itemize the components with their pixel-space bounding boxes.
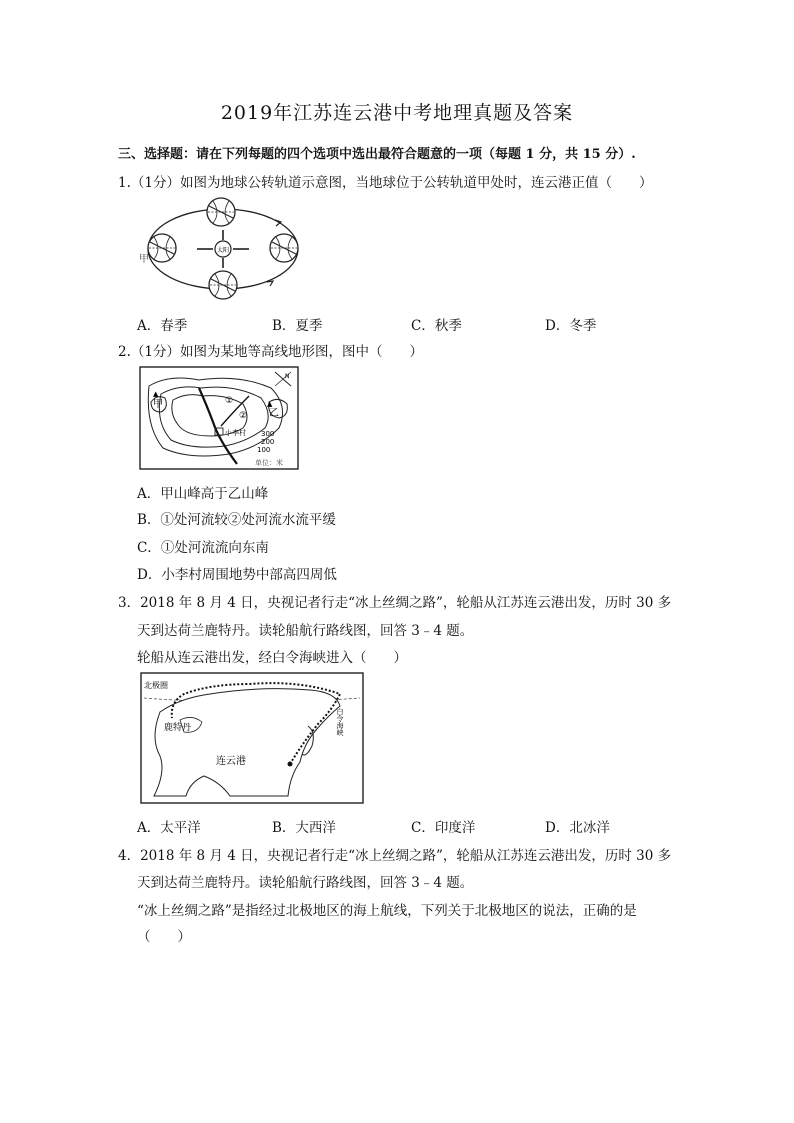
q3-question: 轮船从连云港出发，经白令海峡进入（ ） <box>137 650 407 666</box>
q1-option-c: C．秋季 <box>411 318 462 334</box>
page-title: 2019年江苏连云港中考地理真题及答案 <box>220 102 574 124</box>
orbit-label-jia: 甲 <box>139 254 149 265</box>
arctic-circle-label: 北极圈 <box>144 681 168 690</box>
q3-option-d: D．北冰洋 <box>545 820 610 836</box>
marker-2: ② <box>239 411 248 421</box>
q3-option-c: C．印度洋 <box>411 820 476 836</box>
q1-option-b: B．夏季 <box>272 318 323 334</box>
sun-label: 太阳 <box>216 247 230 254</box>
q3-stem-line1: 3．2018 年 8 月 4 日，央视记者行走“冰上丝绸之路”，轮船从江苏连云港出发，历时 30 多 <box>118 595 672 611</box>
q3-stem-line2: 天到达荷兰鹿特丹。读轮船航行路线图，回答 3﹣4 题。 <box>137 623 474 639</box>
q4-stem-line1: 4．2018 年 8 月 4 日，央视记者行走“冰上丝绸之路”，轮船从江苏连云港出发，历时 30 多 <box>118 848 672 864</box>
unit-label: 单位：米 <box>255 459 283 467</box>
q1-stem: 1.（1分）如图为地球公转轨道示意图，当地球位于公转轨道甲处时，连云港正值（ ） <box>118 175 653 191</box>
contour-label-300: 300 <box>261 430 275 438</box>
earth-top-icon <box>207 198 235 226</box>
rotterdam-label: 鹿特丹 <box>164 723 192 733</box>
q2-stem: 2.（1分）如图为某地等高线地形图，图中（ ） <box>118 344 423 360</box>
peak-jia-label: 甲 <box>153 399 163 410</box>
q4-stem-line2: 天到达荷兰鹿特丹。读轮船航行路线图，回答 3﹣4 题。 <box>137 875 474 891</box>
earth-right-icon <box>270 234 298 262</box>
marker-1: ① <box>225 396 234 406</box>
svg-text:N: N <box>285 373 290 380</box>
q2-option-c: C．①处河流流向东南 <box>137 540 269 556</box>
q1-option-a: A．春季 <box>137 318 188 334</box>
q3-route-map <box>140 672 364 804</box>
earth-left-icon <box>148 234 176 262</box>
peak-triangle-icon: ▲ <box>267 400 273 408</box>
q3-option-a: A．太平洋 <box>137 820 201 836</box>
q2-contour-map <box>139 366 299 470</box>
lianyungang-dot <box>288 762 293 767</box>
peak-yi-label: 乙 <box>269 408 279 419</box>
village-label: 小李村 <box>225 429 246 437</box>
q4-question-blank: （ ） <box>137 929 191 945</box>
section-heading: 三、选择题：请在下列每题的四个选项中选出最符合题意的一项（每题 1 分，共 15 分）. <box>118 147 636 162</box>
q2-option-a: A．甲山峰高于乙山峰 <box>137 486 269 502</box>
q1-orbit-figure <box>137 192 307 304</box>
earth-bottom-icon <box>209 271 237 299</box>
q4-question: “冰上丝绸之路”是指经过北极地区的海上航线，下列关于北极地区的说法，正确的是 <box>137 903 637 919</box>
contour-label-200: 200 <box>261 438 275 446</box>
q3-option-b: B．大西洋 <box>272 820 336 836</box>
q2-option-b: B．①处河流较②处河流水流平缓 <box>137 512 336 528</box>
lianyungang-label: 连云港 <box>216 756 246 767</box>
peak-triangle-icon: ▲ <box>153 390 159 398</box>
bering-strait-label: 白令海峡 <box>336 708 344 736</box>
q2-option-d: D．小李村周围地势中部高四周低 <box>137 567 337 583</box>
contour-label-100: 100 <box>257 446 271 454</box>
q1-option-d: D．冬季 <box>545 318 597 334</box>
